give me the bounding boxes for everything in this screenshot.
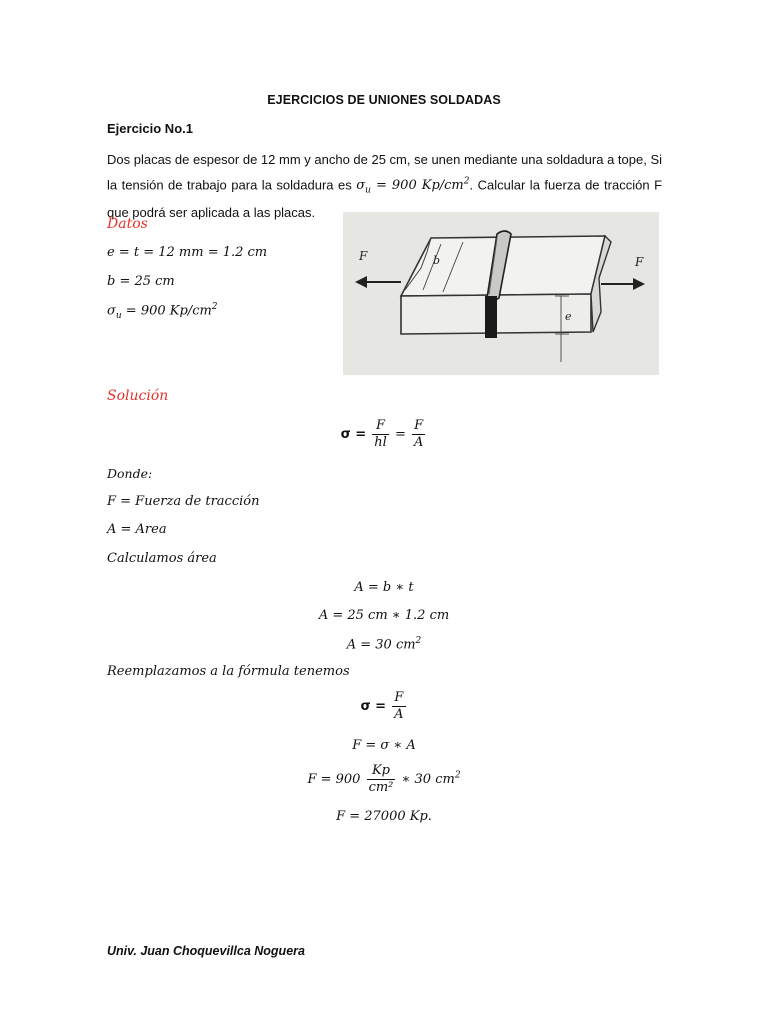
calc-area-label: Calculamos área bbox=[107, 551, 217, 566]
figure-label-f-right: F bbox=[635, 255, 644, 269]
datos-heading: Datos bbox=[107, 216, 148, 232]
equation-stress-simple: σ = $\frac{F}{A}$ bbox=[360, 690, 404, 722]
equation-stress-definition: σ = $\frac{F}{hl}$ = $\frac{F}{A}$ bbox=[340, 418, 424, 450]
problem-sigma: $\sigma_u = 900$ $Kp/cm^2$ bbox=[356, 177, 470, 196]
page-title: EJERCICIOS DE UNIONES SOLDADAS bbox=[267, 93, 501, 107]
reemplazamos-label: Reemplazamos a la fórmula tenemos bbox=[107, 664, 350, 679]
problem-text-part2: . Calcular la fuerza de tracción F que podrá ser aplicada a las placas. bbox=[107, 177, 663, 220]
solucion-heading: Solución bbox=[107, 388, 169, 404]
figure-label-b: b bbox=[433, 254, 441, 267]
weld-joint-figure bbox=[343, 212, 659, 375]
datos-line-width: b = 25 cm bbox=[107, 274, 175, 289]
equation-force-substitution: F = 900 $\frac{Kp}{\text{cm²}}$ ∗ 30 $cm^2$ bbox=[307, 763, 461, 795]
area-result: A = 30 $cm^2$ bbox=[346, 636, 422, 653]
definition-area: A = Area bbox=[107, 522, 167, 537]
area-substitution: A = 25 cm ∗ 1.2 cm bbox=[318, 608, 450, 623]
figure-label-e: e bbox=[565, 310, 572, 323]
figure-label-f-left: F bbox=[359, 249, 368, 263]
donde-label: Donde: bbox=[107, 466, 153, 481]
datos-line-stress: $\sigma_u = 900$ $Kp/cm^2$ bbox=[107, 302, 218, 321]
footer-author: Univ. Juan Choquevillca Noguera bbox=[107, 944, 305, 958]
force-result: F = 27000 Kp. bbox=[336, 809, 432, 824]
weld-joint-drawing bbox=[343, 212, 659, 375]
area-formula: A = b ∗ t bbox=[354, 580, 414, 595]
datos-line-thickness: e = t = 12 mm = 1.2 cm bbox=[107, 245, 268, 260]
exercise-heading: Ejercicio No.1 bbox=[107, 121, 193, 136]
equation-force: F = σ ∗ A bbox=[352, 738, 416, 753]
problem-text-part1: Dos placas de espesor de 12 mm y ancho de 25 cm, se unen mediante una soldadura a tope, Si la tensión de trabajo para la soldadura es bbox=[107, 152, 663, 193]
definition-force: F = Fuerza de tracción bbox=[107, 494, 260, 509]
